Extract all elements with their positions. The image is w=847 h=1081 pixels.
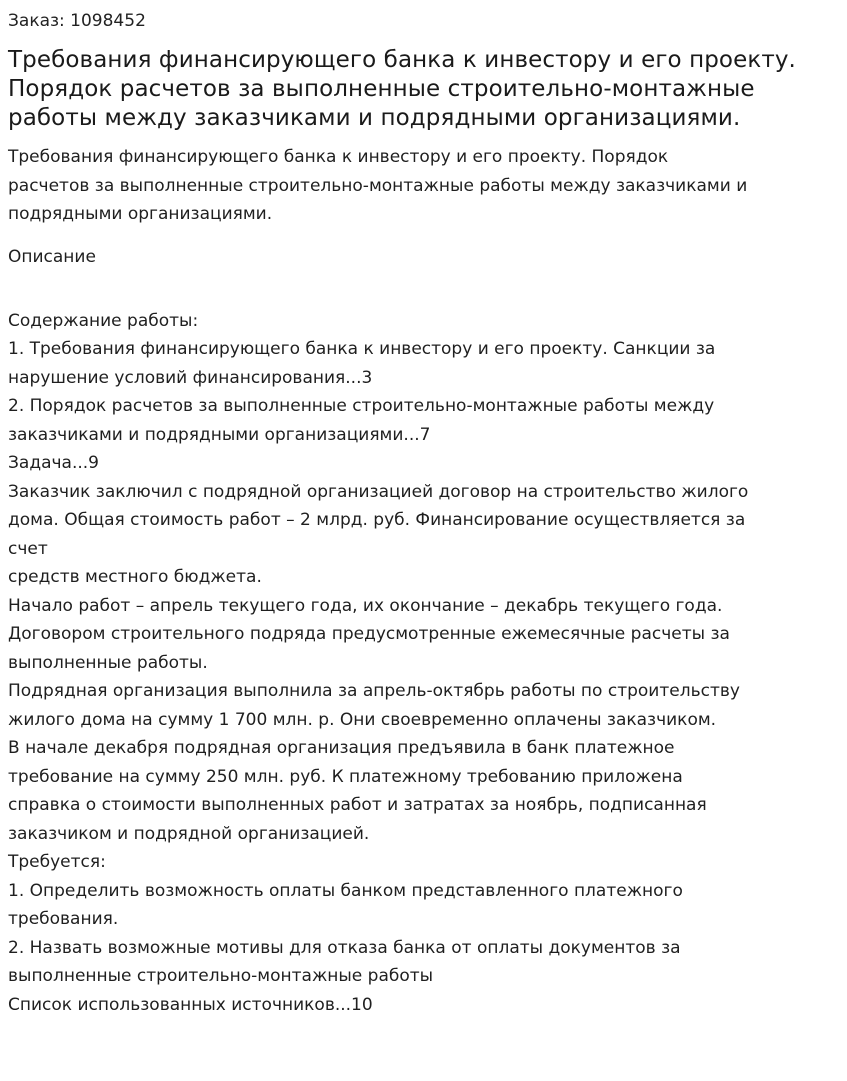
page-title [8,46,839,133]
lead-line: подрядными организациями. [8,204,273,224]
content-line: 1. Требования финансирующего банка к инвестору и его проекту. Санкции за [8,339,716,359]
title-line: Требования финансирующего банка к инвестору и его проекту. [8,47,796,73]
content-line: 2. Порядок расчетов за выполненные строительно-монтажные работы между [8,396,715,416]
work-contents [8,307,839,1020]
content-line: заказчиками и подрядными организациями...7 [8,424,431,445]
content-line: требование на сумму 250 млн. руб. К платежному требованию приложена [8,766,683,787]
content-line: 2. Назвать возможные мотивы для отказа банка от оплаты документов за [8,937,681,958]
content-line: заказчиком и подрядной организацией. [8,823,370,844]
content-line: нарушение условий финансирования...3 [8,367,373,388]
title-line: Порядок расчетов за выполненные строительно-монтажные [8,76,755,102]
content-line: дома. Общая стоимость работ – 2 млрд. руб. Финансирование осуществляется за [8,510,746,530]
content-line: жилого дома на сумму 1 700 млн. р. Они своевременно оплачены заказчиком. [8,709,717,730]
content-line: 1. Определить возможность оплаты банком представленного платежного [8,880,683,901]
content-line: Подрядная организация выполнила за апрель-октябрь работы по строительству [8,681,740,701]
content-line: счет [8,538,48,559]
content-line: Заказчик заключил с подрядной организацией договор на строительство жилого [8,481,749,502]
content-line: Начало работ – апрель текущего года, их окончание – декабрь текущего года. [8,595,723,616]
content-line: В начале декабря подрядная организация предъявила в банк платежное [8,738,675,758]
content-line: Содержание работы: [8,310,199,331]
content-line: Требуется: [8,852,106,872]
content-line: справка о стоимости выполненных работ и затратах за ноябрь, подписанная [8,795,707,815]
lead-line: Требования финансирующего банка к инвестору и его проекту. Порядок [8,147,669,167]
order-number: Заказ: 1098452 [8,11,146,31]
content-line: выполненные строительно-монтажные работы [8,966,434,986]
title-line: работы между заказчиками и подрядными организациями. [8,105,741,131]
content-line: Задача...9 [8,453,99,473]
content-line: Договором строительного подряда предусмотренные ежемесячные расчеты за [8,624,730,644]
lead-paragraph [8,143,839,229]
lead-line: расчетов за выполненные строительно-монтажные работы между заказчиками и [8,175,748,196]
content-line: Список использованных источников...10 [8,994,373,1015]
content-line: средств местного бюджета. [8,567,262,587]
content-line: требования. [8,909,119,929]
content-line: выполненные работы. [8,652,208,673]
description-heading: Описание [8,246,96,267]
